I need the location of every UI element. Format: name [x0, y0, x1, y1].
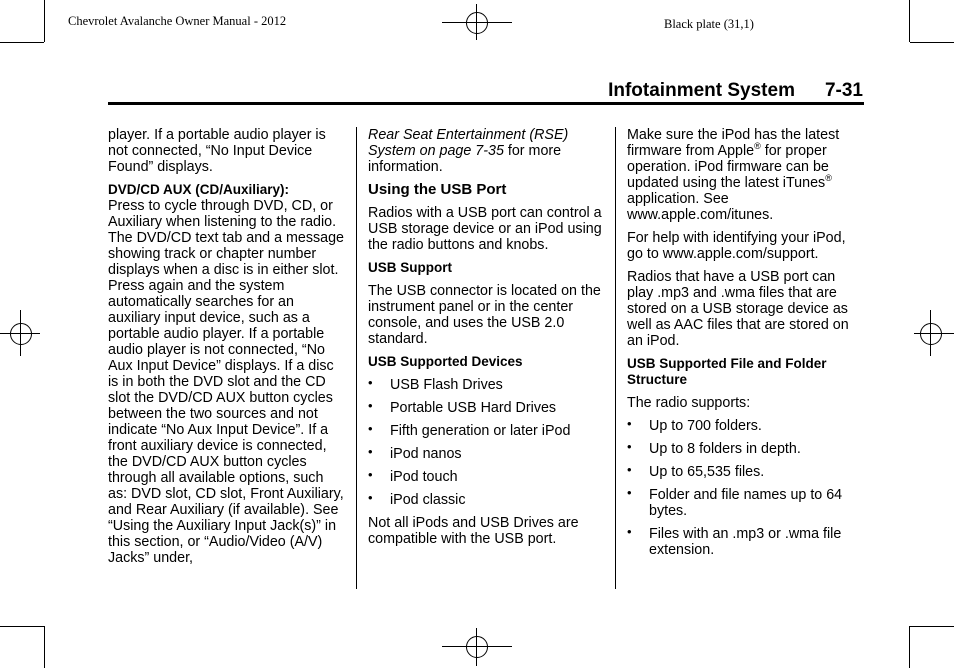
bullet-icon: •: [627, 462, 632, 477]
support-list: [627, 418, 863, 558]
list-item-text: Up to 65,535 files.: [649, 464, 765, 480]
list-item: [627, 526, 863, 558]
list-item: [368, 446, 604, 462]
paragraph: Press to cycle through DVD, CD, or Auxiliary when listening to the radio. The DVD/CD text tab and a message showing track or chapter number displays when a disc is in either slot. Press again and the system automatically searches for an auxiliary input device, such as a portable audio player. If a portable audio player is not connected, “No Aux Input Device” displays. If a disc is in both the DVD slot and the CD slot the DVD/CD AUX button cycles between the two sources and not indicate “No Aux Input Device”. If a front auxiliary device is connected, the DVD/CD AUX button cycles through all available options, such as: DVD slot, CD slot, Front Auxiliary, and Rear Auxiliary (if available). See “Using the Auxiliary Input Jack(s)” in this section, or “Audio/Video (A/V) Jacks” under,: [108, 198, 345, 566]
list-item-text: USB Flash Drives: [390, 377, 503, 393]
list-item-text: Files with an .mp3 or .wma file extension.: [649, 526, 842, 558]
bullet-icon: •: [627, 439, 632, 454]
registered-mark: ®: [754, 141, 761, 152]
bullet-icon: •: [368, 444, 373, 459]
paragraph: [627, 127, 863, 223]
rse-link[interactable]: Rear Seat Entertainment (RSE) System on page 7‑35: [368, 127, 569, 159]
section-header: [608, 80, 863, 102]
paragraph: The radio supports:: [627, 395, 751, 411]
list-item: [368, 423, 604, 439]
list-item: [627, 441, 863, 457]
bullet-icon: •: [627, 416, 632, 431]
paragraph: Radios with a USB port can control a USB storage device or an iPod using the radio buttons and knobs.: [368, 205, 602, 253]
paragraph-tail: for more information.: [368, 143, 562, 175]
column-1: [108, 127, 344, 573]
list-item: [368, 469, 604, 485]
list-item-text: Portable USB Hard Drives: [390, 400, 557, 416]
dvd-aux-label: DVD/CD AUX (CD/Auxiliary):: [108, 182, 290, 197]
subheading-file-folder-structure: USB Supported File and Folder Structure: [627, 356, 827, 387]
subheading-usb-support: USB Support: [368, 260, 452, 275]
paragraph: The USB connector is located on the instrument panel or in the center console, and uses the USB 2.0 standard.: [368, 283, 601, 347]
paragraph: Not all iPods and USB Drives are compatible with the USB port.: [368, 515, 579, 547]
paragraph: [108, 182, 344, 198]
registered-mark: ®: [825, 173, 832, 184]
manual-title: Chevrolet Avalanche Owner Manual - 2012: [68, 14, 287, 28]
list-item-text: Up to 700 folders.: [649, 418, 762, 434]
bullet-icon: •: [368, 375, 373, 390]
page-number: 7-31: [824, 80, 863, 101]
bullet-icon: •: [368, 421, 373, 436]
cross-reference: [368, 127, 604, 175]
list-item-text: Fifth generation or later iPod: [390, 423, 571, 439]
device-list: [368, 377, 604, 508]
column-3: [627, 127, 863, 565]
list-item: [368, 377, 604, 393]
bullet-icon: •: [368, 490, 373, 505]
heading-usb-port: Using the USB Port: [368, 181, 507, 198]
list-item: [368, 400, 604, 416]
list-item-text: iPod nanos: [390, 446, 462, 462]
subheading-supported-devices: USB Supported Devices: [368, 354, 523, 369]
list-item-text: Folder and file names up to 64 bytes.: [649, 487, 843, 519]
column-divider: [615, 127, 616, 589]
paragraph: player. If a portable audio player is not connected, “No Input Device Found” displays.: [108, 127, 326, 175]
text: for proper operation. iPod firmware can be updated using the latest iTunes: [627, 143, 829, 191]
list-item-text: iPod touch: [390, 469, 458, 485]
bullet-icon: •: [627, 485, 632, 500]
bullet-icon: •: [627, 524, 632, 539]
paragraph: For help with identifying your iPod, go to www.apple.com/support.: [627, 230, 846, 262]
header-rule: [108, 102, 864, 105]
bullet-icon: •: [368, 467, 373, 482]
plate-label: Black plate (31,1): [664, 17, 754, 31]
section-title: Infotainment System: [608, 80, 795, 101]
list-item-text: Up to 8 folders in depth.: [649, 441, 801, 457]
list-item: [627, 487, 863, 519]
list-item-text: iPod classic: [390, 492, 466, 508]
list-item: [627, 418, 863, 434]
text: application. See www.apple.com/itunes.: [627, 191, 774, 223]
column-divider: [356, 127, 357, 589]
list-item: [368, 492, 604, 508]
bullet-icon: •: [368, 398, 373, 413]
list-item: [627, 464, 863, 480]
text: Make sure the iPod has the latest firmware from Apple: [627, 127, 840, 159]
paragraph: Radios that have a USB port can play .mp3 and .wma files that are stored on a USB storage device as well as AAC files that are stored on an iPod.: [627, 269, 849, 349]
column-2: [368, 127, 604, 554]
